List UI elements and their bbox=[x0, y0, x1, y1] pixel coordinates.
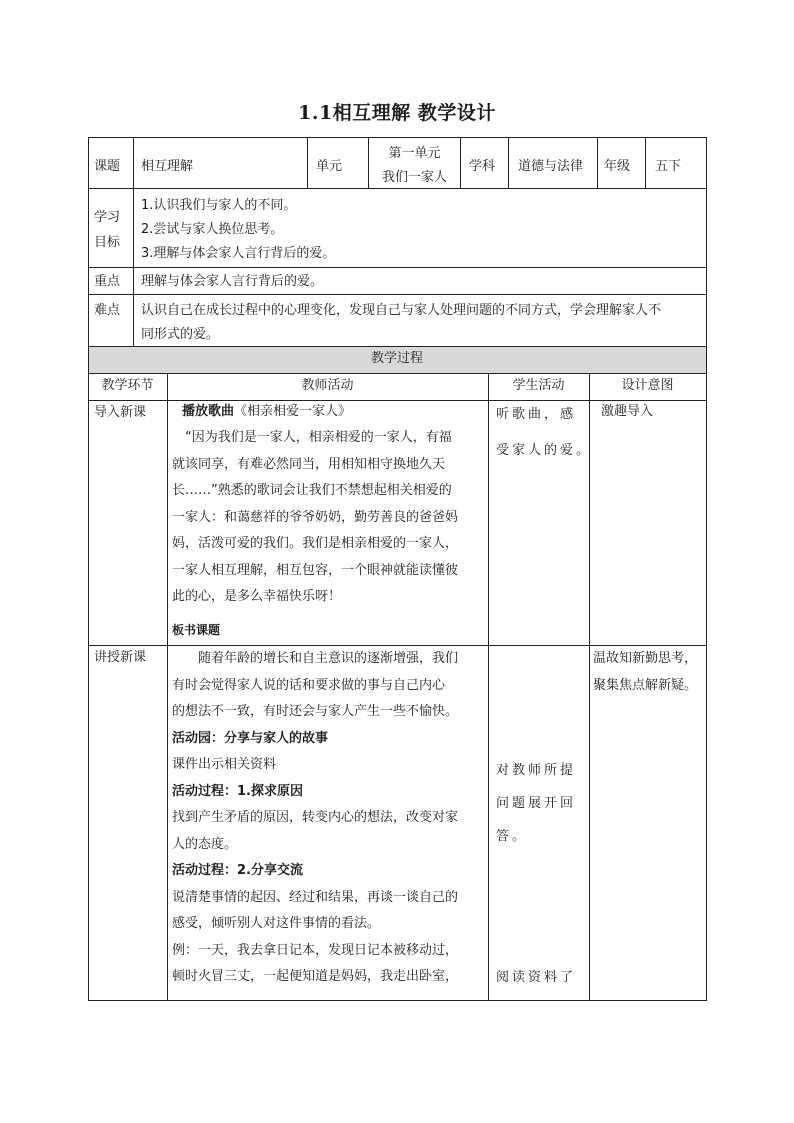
table-line bbox=[133, 137, 134, 189]
teacher-line: “因为我们是一家人，相亲相爱的一家人，有福 bbox=[172, 430, 452, 445]
column-header-stage: 教学环节 bbox=[101, 378, 154, 393]
teacher-line: 感受，倾听别人对这件事情的看法。 bbox=[172, 916, 381, 931]
table-line bbox=[460, 137, 461, 189]
table-line bbox=[589, 373, 590, 1001]
column-header-intent: 设计意图 bbox=[621, 378, 674, 393]
table-line bbox=[706, 137, 707, 1001]
teacher-line: 有时会觉得家人说的话和要求做的事与自己内心 bbox=[172, 677, 446, 693]
student-line: 答。 bbox=[496, 829, 529, 844]
stage-new-lesson: 讲授新课 bbox=[94, 650, 147, 665]
teacher-footer: 板书课题 bbox=[172, 623, 221, 637]
student-line: 阅读资料了 bbox=[496, 970, 577, 985]
topic-label: 课题 bbox=[94, 159, 121, 174]
teacher-line: 人的态度。 bbox=[172, 836, 238, 852]
goal-item: 2.尝试与家人换位思考。 bbox=[141, 222, 284, 237]
column-header-student: 学生活动 bbox=[512, 378, 565, 393]
intent-intro: 激趣导入 bbox=[601, 404, 654, 419]
teacher-activity-intro bbox=[172, 425, 458, 611]
table-line bbox=[597, 137, 598, 189]
teacher-line: 顿时火冒三丈，一起便知道是妈妈，我走出卧室， bbox=[172, 969, 459, 984]
stage-intro: 导入新课 bbox=[94, 405, 147, 420]
difficulty-line: 认识自己在成长过程中的心理变化，发现自己与家人处理问题的不同方式，学会理解家人不 bbox=[141, 303, 662, 318]
subject-value: 道德与法律 bbox=[518, 159, 584, 174]
student-line: 问题展开回 bbox=[496, 796, 577, 811]
table-line bbox=[133, 188, 134, 346]
student-line: 受家人的爱。 bbox=[496, 443, 593, 458]
teacher-line: 一家人：和蔼慈祥的爷爷奶奶，勤劳善良的爸爸妈 bbox=[172, 509, 459, 525]
unit-label: 单元 bbox=[316, 159, 343, 174]
unit-value-line2: 我们一家人 bbox=[381, 170, 447, 185]
teacher-line: 妈，活泼可爱的我们。我们是相亲相爱的一家人， bbox=[172, 536, 459, 551]
table-line bbox=[88, 137, 707, 138]
key-point-label: 重点 bbox=[94, 274, 121, 289]
table-line bbox=[488, 373, 489, 1001]
column-header-teacher: 教师活动 bbox=[301, 378, 354, 393]
teacher-line: 长……”熟悉的歌词会让我们不禁想起相关相爱的 bbox=[172, 483, 452, 498]
grade-value: 五下 bbox=[655, 159, 682, 174]
teacher-line: 活动园：分享与家人的故事 bbox=[172, 730, 329, 746]
table-line bbox=[88, 188, 707, 189]
table-line bbox=[88, 373, 707, 374]
teacher-line: 一家人相互理解，相互包容，一个眼神就能读懂彼 bbox=[172, 562, 459, 578]
table-line bbox=[88, 267, 707, 268]
intent-line: 聚集焦点解新疑。 bbox=[593, 678, 698, 693]
table-line bbox=[88, 294, 707, 295]
goal-item: 3.理解与体会家人言行背后的爱。 bbox=[141, 246, 336, 261]
teacher-heading-title: 《相亲相爱一家人》 bbox=[234, 404, 352, 419]
difficulty-label: 难点 bbox=[94, 303, 121, 318]
table-line bbox=[88, 137, 89, 1001]
key-point-value: 理解与体会家人言行背后的爱。 bbox=[141, 274, 324, 289]
table-line bbox=[167, 373, 168, 1001]
student-line: 听歌曲，感 bbox=[496, 407, 577, 422]
teacher-line: 此的心，是多么幸福快乐呀！ bbox=[172, 589, 342, 604]
table-line bbox=[508, 137, 509, 189]
goals-label-line1: 学习 bbox=[94, 210, 121, 225]
goals-label-line2: 目标 bbox=[94, 235, 121, 250]
student-line: 对教师所提 bbox=[496, 763, 577, 778]
teacher-heading bbox=[182, 404, 351, 420]
topic-value: 相互理解 bbox=[141, 159, 194, 174]
process-title: 教学过程 bbox=[370, 351, 423, 366]
difficulty-line: 同形式的爱。 bbox=[141, 327, 220, 342]
table-line bbox=[88, 400, 707, 401]
teacher-line: 课件出示相关资料 bbox=[172, 757, 277, 772]
teacher-line: 说清楚事情的起因、经过和结果，再谈一谈自己的 bbox=[172, 889, 459, 905]
teacher-line: 活动过程：2.分享交流 bbox=[172, 863, 303, 878]
teacher-activity-lesson bbox=[172, 646, 458, 991]
teacher-line: 找到产生矛盾的原因，转变内心的想法，改变对家 bbox=[172, 810, 459, 825]
teacher-line: 活动过程：1.探求原因 bbox=[172, 783, 303, 799]
teacher-line: 例：一天，我去拿日记本，发现日记本被移动过， bbox=[172, 942, 459, 958]
subject-label: 学科 bbox=[469, 159, 496, 174]
grade-label: 年级 bbox=[604, 159, 631, 174]
teacher-line: 就该同享，有难必然同当，用相知相守换地久天 bbox=[172, 456, 446, 472]
table-line bbox=[645, 137, 646, 189]
unit-value-line1: 第一单元 bbox=[388, 146, 441, 161]
document-title: 1.1相互理解 教学设计 bbox=[298, 102, 496, 124]
table-line bbox=[88, 1000, 707, 1001]
intent-line: 温故知新勤思考， bbox=[593, 651, 698, 666]
table-line bbox=[307, 137, 308, 189]
teacher-line: 随着年龄的增长和自主意识的逐渐增强，我们 bbox=[172, 651, 459, 666]
teacher-heading-prefix: 播放歌曲 bbox=[182, 404, 235, 419]
table-line bbox=[88, 346, 707, 347]
goal-item: 1.认识我们与家人的不同。 bbox=[141, 198, 297, 213]
teacher-line: 的想法不一致，有时还会与家人产生一些不愉快。 bbox=[172, 704, 459, 719]
